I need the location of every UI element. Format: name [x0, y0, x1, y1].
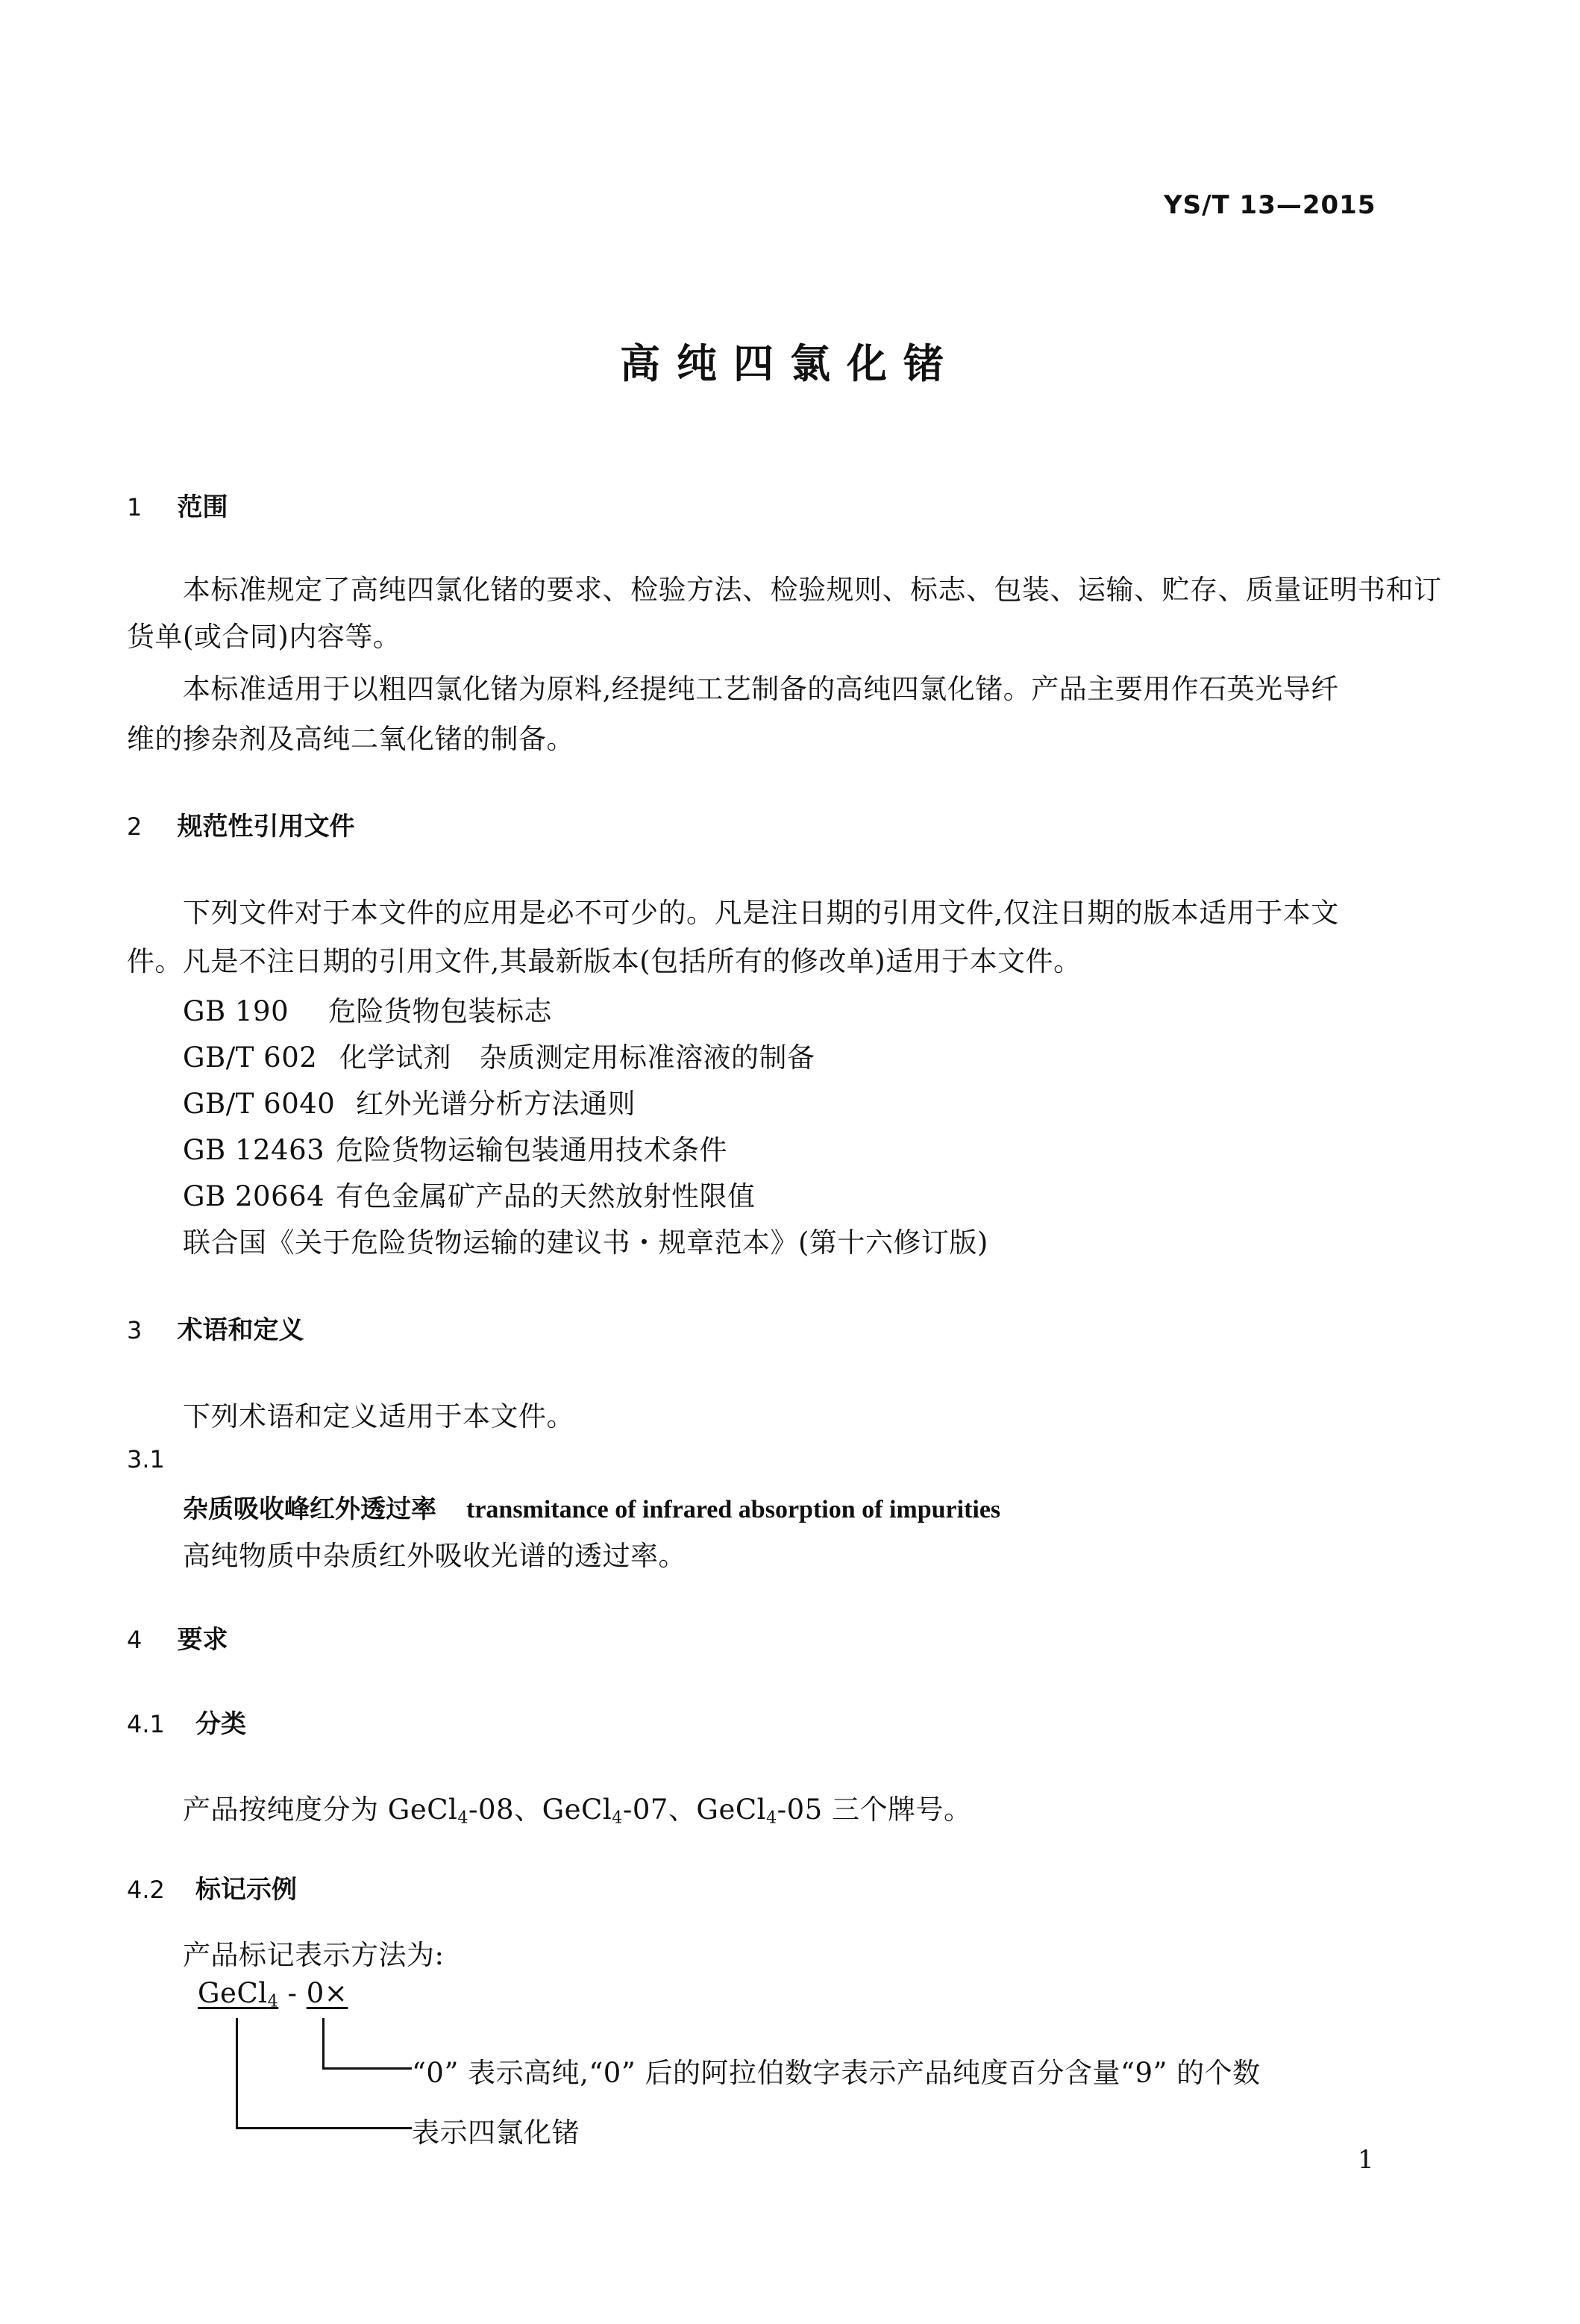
reference-item	[183, 989, 552, 1029]
reference-code: GB 20664	[183, 1180, 325, 1212]
grade-formula: -05	[777, 1794, 823, 1826]
section-1-heading	[127, 486, 228, 523]
reference-item	[183, 1081, 636, 1121]
subscript: 4	[612, 1808, 623, 1828]
mark-base: GeCl$_4$	[198, 1977, 279, 2011]
subsection-4-2-heading	[127, 1869, 297, 1905]
marking-formula	[198, 1977, 348, 2011]
section-number: 4	[127, 1626, 142, 1654]
section-2-intro-line-2: 件。凡是不注日期的引用文件,其最新版本(包括所有的修改单)适用于本文件。	[127, 945, 1082, 977]
classification-suffix: 三个牌号。	[822, 1794, 972, 1826]
term-english: transmitance of infrared absorption of impurities	[466, 1496, 1001, 1523]
reference-title: 化学试剂 杂质测定用标准溶液的制备	[339, 1042, 815, 1074]
subsection-4-1-heading	[127, 1703, 246, 1740]
annotation-line-vertical	[236, 2018, 238, 2129]
term-number: 3.1	[127, 1445, 165, 1473]
reference-title: 有色金属矿产品的天然放射性限值	[336, 1180, 756, 1212]
classification-prefix: 产品按纯度分为	[183, 1794, 388, 1826]
reference-code: GB/T 602	[183, 1042, 318, 1074]
section-1-paragraph-2-line-1: 本标准适用于以粗四氯化锗为原料,经提纯工艺制备的高纯四氯化锗。产品主要用作石英光导纤	[183, 673, 1339, 705]
section-3-heading	[127, 1309, 304, 1346]
grade-formula: -07、GeCl	[622, 1794, 766, 1826]
reference-code: GB 12463	[183, 1134, 325, 1166]
base-annotation: 表示四氯化锗	[412, 2117, 580, 2149]
section-number: 1	[127, 493, 142, 522]
document-title: 高纯四氯化锗	[620, 340, 960, 387]
mark-grade: 0×	[306, 1977, 348, 2009]
reference-title: 危险货物运输包装通用技术条件	[336, 1134, 727, 1166]
subsection-number: 4.1	[127, 1710, 165, 1738]
subscript: 4	[457, 1808, 468, 1828]
section-2-heading	[127, 806, 354, 842]
section-number: 2	[127, 812, 142, 841]
grade-annotation: “0” 表示高纯,“0” 后的阿拉伯数字表示产品纯度百分含量“9” 的个数	[412, 2057, 1261, 2089]
subsection-title: 分类	[195, 1709, 246, 1739]
reference-item	[183, 1174, 756, 1214]
annotation-line-horizontal	[322, 2067, 412, 2070]
classification-text	[183, 1787, 971, 1828]
term-chinese: 杂质吸收峰红外透过率	[183, 1494, 436, 1524]
section-title: 规范性引用文件	[177, 812, 355, 842]
standard-code: YS/T 13—2015	[1164, 190, 1376, 220]
section-number: 3	[127, 1316, 142, 1344]
reference-title: 红外光谱分析方法通则	[356, 1088, 636, 1120]
reference-item	[183, 1035, 815, 1075]
page-number: 1	[1358, 2145, 1374, 2175]
section-1-paragraph-2-line-2: 维的掺杂剂及高纯二氧化锗的制备。	[127, 723, 574, 755]
reference-item	[183, 1127, 727, 1168]
grade-formula: -08、GeCl	[468, 1794, 612, 1826]
section-3-intro: 下列术语和定义适用于本文件。	[183, 1400, 574, 1432]
mark-dash: -	[278, 1977, 307, 2009]
un-reference: 联合国《关于危险货物运输的建议书・规章范本》(第十六修订版)	[183, 1227, 988, 1259]
section-1-paragraph-1-line-2: 货单(或合同)内容等。	[127, 621, 401, 653]
subsection-number: 4.2	[127, 1876, 165, 1904]
section-2-intro-line-1: 下列文件对于本文件的应用是必不可少的。凡是注日期的引用文件,仅注日期的版本适用于本文	[183, 897, 1339, 929]
section-4-heading	[127, 1619, 228, 1656]
section-title: 要求	[177, 1625, 228, 1655]
term-entry	[183, 1488, 1000, 1525]
subscript: 4	[766, 1808, 777, 1828]
section-title: 术语和定义	[177, 1315, 304, 1345]
subsection-title: 标记示例	[195, 1875, 297, 1905]
reference-code: GB/T 6040	[183, 1088, 336, 1120]
marking-intro: 产品标记表示方法为:	[183, 1939, 445, 1971]
reference-code: GB 190	[183, 995, 289, 1027]
annotation-line-horizontal	[236, 2127, 412, 2129]
section-title: 范围	[177, 492, 228, 522]
grade-formula: GeCl	[387, 1794, 458, 1826]
annotation-line-vertical	[322, 2018, 325, 2069]
reference-title: 危险货物包装标志	[328, 995, 552, 1027]
section-1-paragraph-1-line-1: 本标准规定了高纯四氯化锗的要求、检验方法、检验规则、标志、包装、运输、贮存、质量证明书和订	[183, 574, 1442, 606]
term-definition: 高纯物质中杂质红外吸收光谱的透过率。	[183, 1540, 686, 1572]
